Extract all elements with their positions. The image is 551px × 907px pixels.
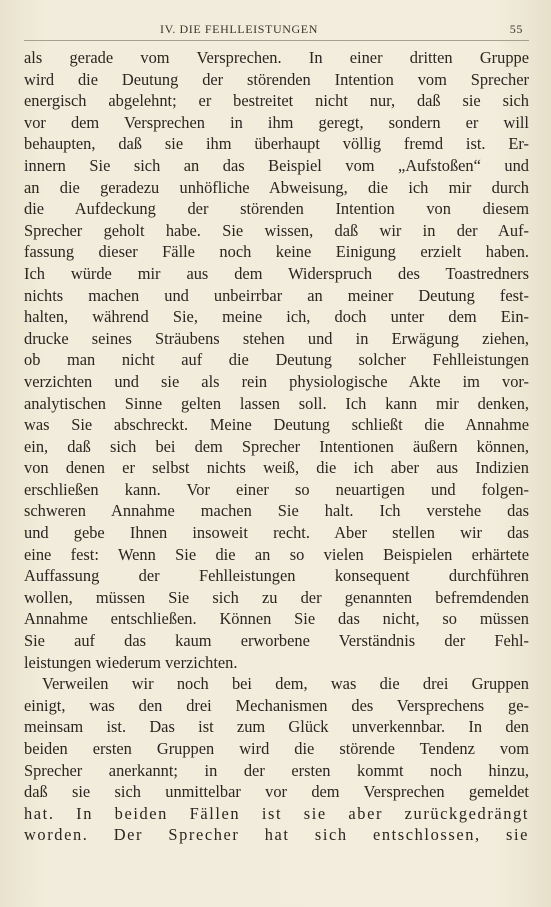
header-rule bbox=[24, 40, 529, 41]
text-line: daß sie sich unmittelbar vor dem Versprechen gemeldet bbox=[24, 782, 529, 802]
paragraph-2 bbox=[24, 673, 529, 846]
text-line: nichts machen und unbeirrbar an meiner Deutung fest- bbox=[24, 285, 529, 305]
text-line: erschließen kann. Vor einer so neuartigen und folgen- bbox=[24, 479, 529, 499]
text-line: Verweilen wir noch bei dem, was die drei Gruppen bbox=[42, 674, 529, 694]
text-line: einigt, was den drei Mechanismen des Versprechens ge- bbox=[24, 695, 529, 715]
text-line: innern Sie sich an das Beispiel vom „Aufstoßen“ und bbox=[24, 155, 529, 175]
text-line: meinsam ist. Das ist zum Glück unverkennbar. In den bbox=[24, 717, 529, 737]
text-line: analytischen Sinne gelten lassen soll. Ich kann mir denken, bbox=[24, 393, 529, 413]
text-line: worden. Der Sprecher hat sich entschlossen, sie bbox=[24, 825, 529, 845]
text-line: Ich würde mir aus dem Widerspruch des Toastredners bbox=[24, 263, 529, 283]
text-line: beiden ersten Gruppen wird die störende Tendenz vom bbox=[24, 739, 529, 758]
text-line: verzichten und sie als rein physiologische Akte im vor- bbox=[24, 371, 529, 391]
page-number: 55 bbox=[509, 22, 523, 36]
text-line: energisch abgelehnt; er bestreitet nicht nur, daß sie sich bbox=[24, 91, 529, 111]
text-line: Annahme entschließen. Können Sie das nicht, so müssen bbox=[24, 609, 529, 629]
text-line: an die geradezu unhöfliche Abweisung, die ich mir durch bbox=[24, 177, 529, 197]
text-line: von denen er selbst nichts weiß, die ich aber aus Indizien bbox=[24, 458, 529, 478]
text-line: hat. In beiden Fällen ist sie aber zurückgedrängt bbox=[24, 803, 529, 823]
text-line: Sprecher geholt habe. Sie wissen, daß wir in der Auf- bbox=[24, 220, 529, 240]
body-text bbox=[24, 47, 529, 846]
text-line: Sie auf das kaum erworbene Verständnis der Fehl- bbox=[24, 631, 529, 651]
text-line: ein, daß sich bei dem Sprecher Intentionen äußern können, bbox=[24, 436, 529, 456]
text-line: vor dem Versprechen in ihm geregt, sondern er will bbox=[24, 112, 529, 132]
running-head bbox=[24, 22, 529, 38]
text-line: drucke seines Sträubens stehen und in Erwägung ziehen, bbox=[24, 328, 529, 348]
text-line: fassung dieser Fälle noch keine Einigung erzielt haben. bbox=[24, 242, 529, 262]
running-title: IV. DIE FEHLLEISTUNGEN bbox=[160, 22, 318, 36]
text-line: als gerade vom Versprechen. In einer dritten Gruppe bbox=[24, 48, 529, 67]
text-line: halten, während Sie, meine ich, doch unter dem Ein- bbox=[24, 307, 529, 327]
text-line: leistungen wiederum verzichten. bbox=[24, 652, 238, 672]
text-line: und gebe Ihnen insoweit recht. Aber stellen wir das bbox=[24, 523, 529, 543]
text-line: die Aufdeckung der störenden Intention von diesem bbox=[24, 199, 529, 219]
text-line: schweren Annahme machen Sie halt. Ich verstehe das bbox=[24, 501, 529, 521]
text-line: ob man nicht auf die Deutung solcher Fehlleistungen bbox=[24, 350, 529, 370]
text-line: was Sie abschreckt. Meine Deutung schließt die Annahme bbox=[24, 415, 529, 435]
text-line: Auffassung der Fehlleistungen konsequent durchführen bbox=[24, 566, 529, 586]
paragraph-1 bbox=[24, 47, 529, 673]
text-line: wird die Deutung der störenden Intention vom Sprecher bbox=[24, 69, 529, 89]
text-line: Sprecher anerkannt; in der ersten kommt noch hinzu, bbox=[24, 760, 529, 780]
text-line: behaupten, daß sie ihm überhaupt völlig fremd ist. Er- bbox=[24, 134, 529, 154]
text-line: eine fest: Wenn Sie die an so vielen Beispielen erhärtete bbox=[24, 544, 529, 564]
text-line: wollen, müssen Sie sich zu der genannten befremdenden bbox=[24, 587, 529, 607]
